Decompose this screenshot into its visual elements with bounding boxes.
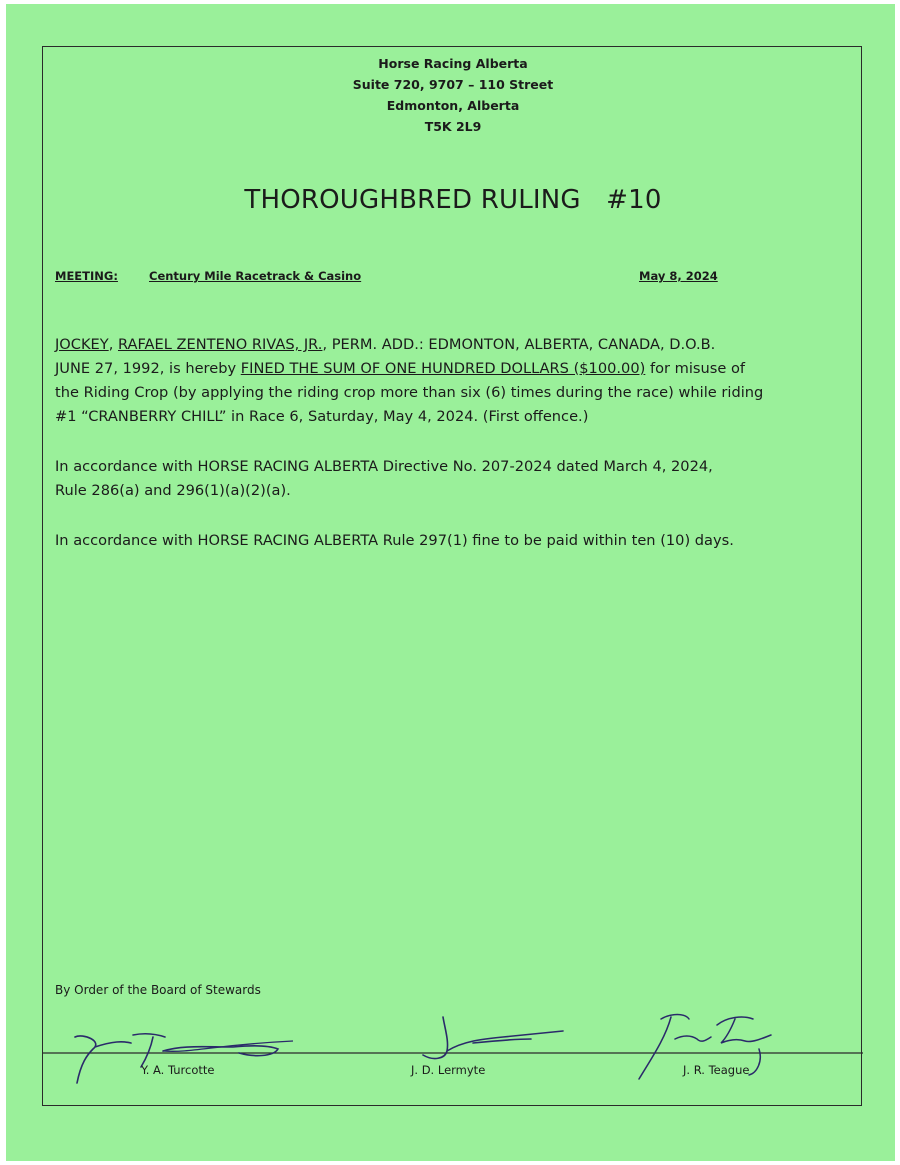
jockey-name: RAFAEL ZENTENO RIVAS, JR.: [117, 336, 323, 353]
fine-rule-text: In accordance with HORSE RACING ALBERTA Rule 297(1) fine to be paid within ten (10) days.: [55, 532, 734, 549]
ruling-title: THOROUGHBRED RULING #10: [244, 185, 662, 215]
signature-name-1: Y. A. Turcotte: [141, 1063, 215, 1077]
ruling-frame: [42, 46, 862, 1106]
meeting-venue: Century Mile Racetrack & Casino: [149, 269, 362, 283]
ruling-line-4: #1 “CRANBERRY CHILL” in Race 6, Saturday, May 4, 2024. (First offence.): [55, 408, 589, 425]
directive-line-2: Rule 286(a) and 296(1)(a)(2)(a).: [55, 482, 291, 499]
signature-name-3: J. R. Teague: [683, 1063, 750, 1077]
ruling-line-1: [55, 333, 855, 357]
address-text: , PERM. ADD.: EDMONTON, ALBERTA, CANADA, D.O.B.: [322, 336, 716, 353]
signature-turcotte: [63, 1027, 303, 1087]
ruling-line-3: the Riding Crop (by applying the riding crop more than six (6) times during the race) while riding: [55, 384, 764, 401]
signature-name-2: J. D. Lermyte: [411, 1063, 486, 1077]
postal-code: T5K 2L9: [424, 119, 482, 134]
dob-text: JUNE 27, 1992, is hereby: [55, 360, 241, 377]
org-name: Horse Racing Alberta: [378, 56, 528, 71]
ruling-line-2: [55, 357, 855, 381]
order-text: By Order of the Board of Stewards: [55, 983, 261, 997]
meeting-label: MEETING:: [55, 269, 118, 283]
directive-line-1: In accordance with HORSE RACING ALBERTA Directive No. 207-2024 dated March 4, 2024,: [55, 458, 713, 475]
meeting-date: May 8, 2024: [639, 269, 718, 283]
role-text: JOCKEY: [55, 336, 109, 353]
document-page: [6, 4, 895, 1161]
fine-amount: FINED THE SUM OF ONE HUNDRED DOLLARS ($100.00): [240, 360, 646, 377]
misuse-text: for misuse of: [645, 360, 746, 377]
separator-text: ,: [108, 336, 118, 353]
address-line-2: Edmonton, Alberta: [386, 98, 520, 113]
address-line-1: Suite 720, 9707 – 110 Street: [352, 77, 554, 92]
